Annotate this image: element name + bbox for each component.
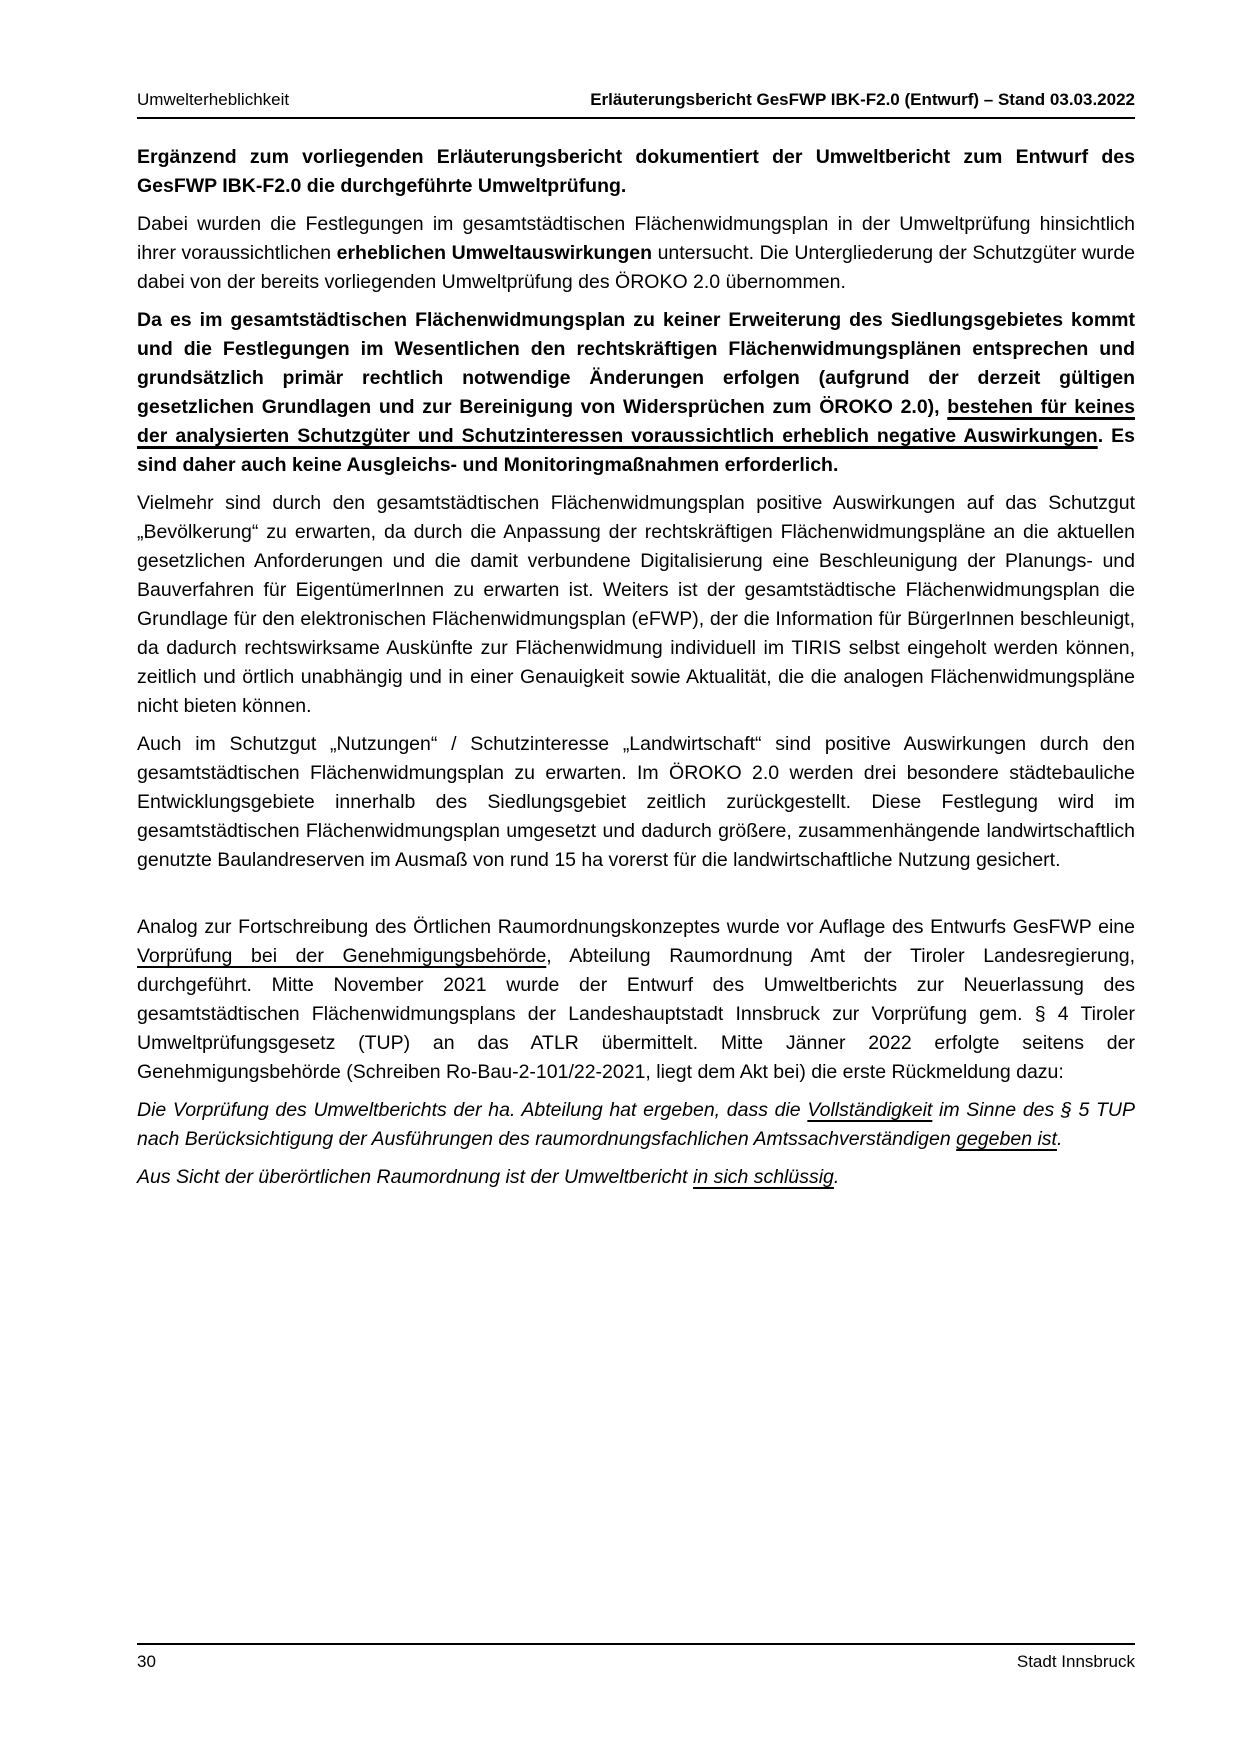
paragraph-umweltbericht-intro [137,143,1135,201]
text-run: Vorprüfung bei der Genehmigungsbehörde [137,945,547,967]
text-run: . [833,1166,840,1188]
paragraph-positive-auswirkungen-landwirtschaft [137,730,1135,875]
page-header [137,90,1135,119]
text-run: untersucht. Die Untergliederung der Schutzgüter wurde dabei von der bereits vorliegenden Umweltprüfung des ÖROKO 2.0 übernommen. [137,242,1136,293]
text-run: Dabei wurden die Festlegungen im gesamtstädtischen Flächenwidmungsplan in der Umweltprüfung hinsichtlich ihrer voraussichtlichen [137,213,1135,264]
text-run: Auch im Schutzgut „Nutzungen“ / Schutzinteresse „Landwirtschaft“ sind positive Auswirkungen durch den gesamtstädtischen Flächenwidmungsplan zu erwarten. Im ÖROKO 2.0 werden drei besondere städtebauliche Entwicklungsgebiete innerhalb des Siedlungsgebiet zeitlich zurückgestellt. Diese Festlegung wird im gesamtstädtischen Flächenwidmungsplan umgesetzt und dadurch größere, zusammenhängende landwirtschaftlich genutzte Baulandreserven im Ausmaß von rund 15 ha vorerst für die landwirtschaftliche Nutzung gesichert. [137,733,1135,871]
paragraph-festlegungen-umweltpruefung [137,210,1135,297]
text-run: Vielmehr sind durch den gesamtstädtischen Flächenwidmungsplan positive Auswirkungen auf das Schutzgut „Bevölkerung“ zu erwarten, da durch die Anpassung der rechtskräftigen Flächenwidmungspläne an die aktuellen gesetzlichen Anforderungen und die damit verbundene Digitalisierung eine Beschleunigung der Planungs- und Bauverfahren für EigentümerInnen zu erwarten ist. Weiters ist der gesamtstädtische Flächenwidmungsplan die Grundlage für den elektronischen Flächenwidmungsplan (eFWP), der die Information für BürgerInnen beschleunigt, da dadurch rechtswirksame Auskünfte zur Flächenwidmung individuell im TIRIS selbst eingeholt werden können, zeitlich und örtlich unabhängig und in einer Genauigkeit sowie Aktualität, die die analogen Flächenwidmungspläne nicht bieten können. [137,492,1135,717]
text-run: , Abteilung Raumordnung Amt der Tiroler Landesregierung, durchgeführt. Mitte November 2021 wurde der Entwurf des Umweltberichts zur Neuerlassung des gesamtstädtischen Flächenwidmungsplans der Landeshauptstadt Innsbruck zur Vorprüfung gem. § 4 Tiroler Umweltprüfungsgesetz (TUP) an das ATLR übermittelt. Mitte Jänner 2022 erfolgte seitens der Genehmigungsbehörde (Schreiben Ro-Bau-2-101/22-2021, liegt dem Akt bei) die erste Rückmeldung dazu: [137,945,1135,1083]
paragraph-rueckmeldung-vollstaendigkeit [137,1096,1135,1154]
header-document-title: Erläuterungsbericht GesFWP IBK-F2.0 (Entwurf) – Stand 03.03.2022 [590,90,1135,109]
paragraph-keine-erheblichen-auswirkungen [137,306,1135,480]
text-run: . Es sind daher auch keine Ausgleichs- und Monitoringmaßnahmen erforderlich. [137,425,1135,476]
text-run: gegeben ist [956,1128,1057,1150]
header-section-title: Umwelterheblichkeit [137,90,290,109]
page-number: 30 [137,1652,156,1671]
text-run: Aus Sicht der überörtlichen Raumordnung ist der Umweltbericht [137,1166,694,1188]
text-run: im Sinne des § 5 TUP nach Berücksichtigung der Ausführungen des raumordnungsfachlichen Amtssachverständigen [137,1099,1135,1150]
text-run: Die Vorprüfung des Umweltberichts der ha. Abteilung hat ergeben, dass die [137,1099,808,1121]
page-footer [137,1643,1135,1672]
text-run: Ergänzend zum vorliegenden Erläuterungsbericht dokumentiert der Umweltbericht zum Entwurf des GesFWP IBK-F2.0 die durchgeführte Umweltprüfung. [137,146,1135,197]
paragraph-rueckmeldung-schluessig [137,1163,1135,1192]
text-run: Analog zur Fortschreibung des Örtlichen Raumordnungskonzeptes wurde vor Auflage des Entwurfs GesFWP eine [137,916,1135,938]
paragraph-vorpruefung-genehmigungsbehoerde [137,913,1135,1087]
footer-organization: Stadt Innsbruck [1016,1652,1135,1671]
text-run: Vollständigkeit [807,1099,933,1121]
paragraph-positive-auswirkungen-bevoelkerung [137,489,1135,721]
text-run: in sich schlüssig [693,1166,834,1188]
document-body [137,143,1135,1201]
text-run: bestehen für keines der analysierten Schutzgüter und Schutzinteressen voraussichtlich erheblich negative Auswirkungen [137,396,1135,447]
text-run: erheblichen Umweltauswirkungen [336,242,653,264]
text-run: . [1056,1128,1063,1150]
text-run: Da es im gesamtstädtischen Flächenwidmungsplan zu keiner Erweiterung des Siedlungsgebietes kommt und die Festlegungen im Wesentlichen den rechtskräftigen Flächenwidmungsplänen entsprechen und grundsätzlich primär rechtlich notwendige Änderungen erfolgen (aufgrund der derzeit gültigen gesetzlichen Grundlagen und zur Bereinigung von Widersprüchen zum ÖROKO 2.0), [137,309,1135,418]
